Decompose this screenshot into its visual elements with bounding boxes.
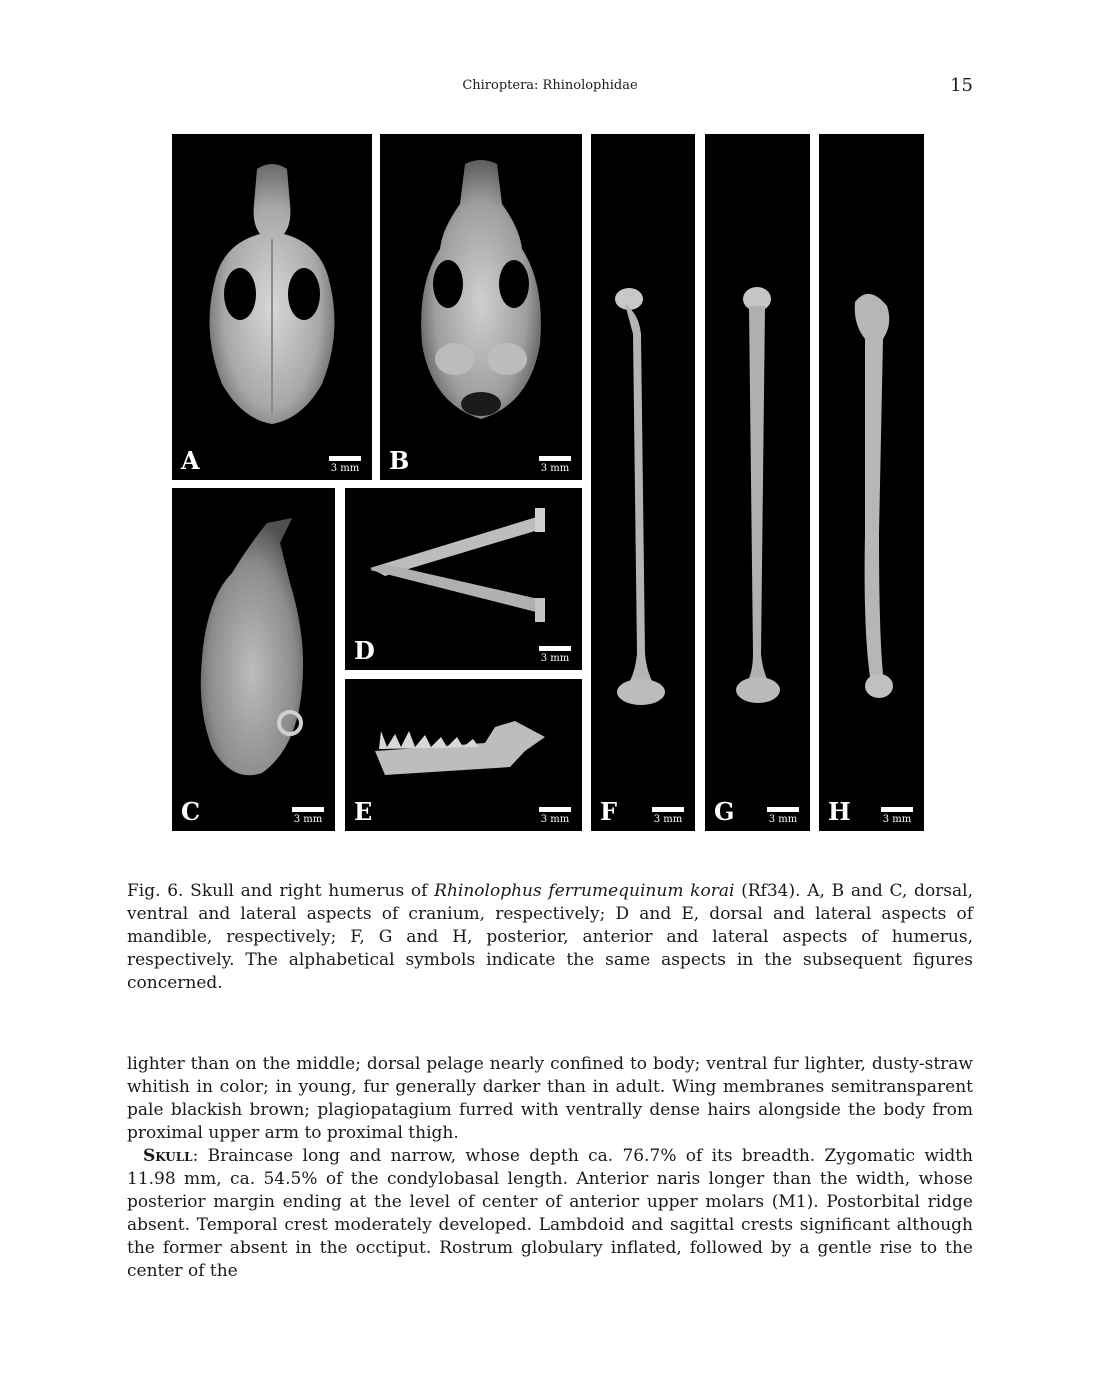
scale-bar-a	[322, 456, 368, 474]
skull-description: : Braincase long and narrow, whose depth ca. 76.7% of its breadth. Zygomatic width 11.98 mm, ca. 54.5% of the condylobasal length. Anterior naris longer than the width, whose posterior margin ending at the level of center of anterior upper molars (M1). Postorbital ridge absent. Temporal crest moderately developed. Lambdoid and sagittal crests significant although the former absent in the occtiput. Rostrum globulary inflated, followed by a gentle rise to the center of the	[127, 1146, 973, 1281]
skull-heading: Skull	[143, 1146, 193, 1166]
panel-label-a: A	[181, 446, 200, 475]
scale-bar-f	[645, 807, 691, 825]
scale-bar-h	[874, 807, 920, 825]
body-text	[127, 1053, 973, 1283]
scale-text-f: 3 mm	[653, 814, 683, 825]
panel-b	[380, 134, 582, 480]
panel-label-f: F	[600, 797, 618, 826]
lateral-cranium-image	[172, 488, 335, 831]
panel-a	[172, 134, 372, 480]
lateral-humerus-image	[819, 134, 924, 831]
scale-text-g: 3 mm	[768, 814, 798, 825]
scale-text-e: 3 mm	[540, 814, 570, 825]
dorsal-mandible-image	[345, 488, 582, 670]
scale-text-c: 3 mm	[293, 814, 323, 825]
ventral-cranium-image	[380, 134, 582, 480]
scale-bar-d	[532, 646, 578, 664]
panel-label-h: H	[828, 797, 851, 826]
scale-bar-c	[285, 807, 331, 825]
scale-text-b: 3 mm	[540, 463, 570, 474]
panel-e	[345, 679, 582, 831]
panel-label-g: G	[714, 797, 735, 826]
panel-c	[172, 488, 335, 831]
panel-h	[819, 134, 924, 831]
posterior-humerus-image	[591, 134, 695, 831]
scale-text-h: 3 mm	[882, 814, 912, 825]
panel-g	[705, 134, 810, 831]
caption-lead: Fig. 6. Skull and right humerus of	[127, 881, 435, 901]
panel-f	[591, 134, 695, 831]
page-number: 15	[950, 75, 973, 96]
scale-text-d: 3 mm	[540, 653, 570, 664]
figure-caption	[127, 880, 973, 995]
panel-label-e: E	[354, 797, 373, 826]
panel-label-b: B	[389, 446, 410, 475]
running-title: Chiroptera: Rhinolophidae	[462, 78, 638, 93]
body-paragraph-1: lighter than on the middle; dorsal pelage nearly confined to body; ventral fur lighter, dusty-straw whitish in color; in young, fur generally darker than in adult. Wing membranes semitransparent pale blackish brown; plagiopatagium furred with ventrally dense hairs alongside the body from proximal upper arm to proximal thigh.	[127, 1054, 973, 1143]
body-paragraph-2	[127, 1145, 973, 1283]
panel-d	[345, 488, 582, 670]
scale-bar-g	[760, 807, 806, 825]
scale-bar-e	[532, 807, 578, 825]
caption-rest: (Rf34). A, B and C, dorsal, ventral and lateral aspects of cranium, respectively; D and E, dorsal and lateral aspects of mandible, respectively; F, G and H, posterior, anterior and lateral aspects of humerus, respectively. The alphabetical symbols indicate the same aspects in the subsequent figures concerned.	[127, 881, 974, 993]
caption-species: Rhinolophus ferrumequinum korai	[434, 881, 735, 901]
anterior-humerus-image	[705, 134, 810, 831]
scale-bar-b	[532, 456, 578, 474]
panel-label-d: D	[354, 636, 375, 665]
dorsal-cranium-image	[172, 134, 372, 480]
panel-label-c: C	[181, 797, 201, 826]
scale-text-a: 3 mm	[330, 463, 360, 474]
